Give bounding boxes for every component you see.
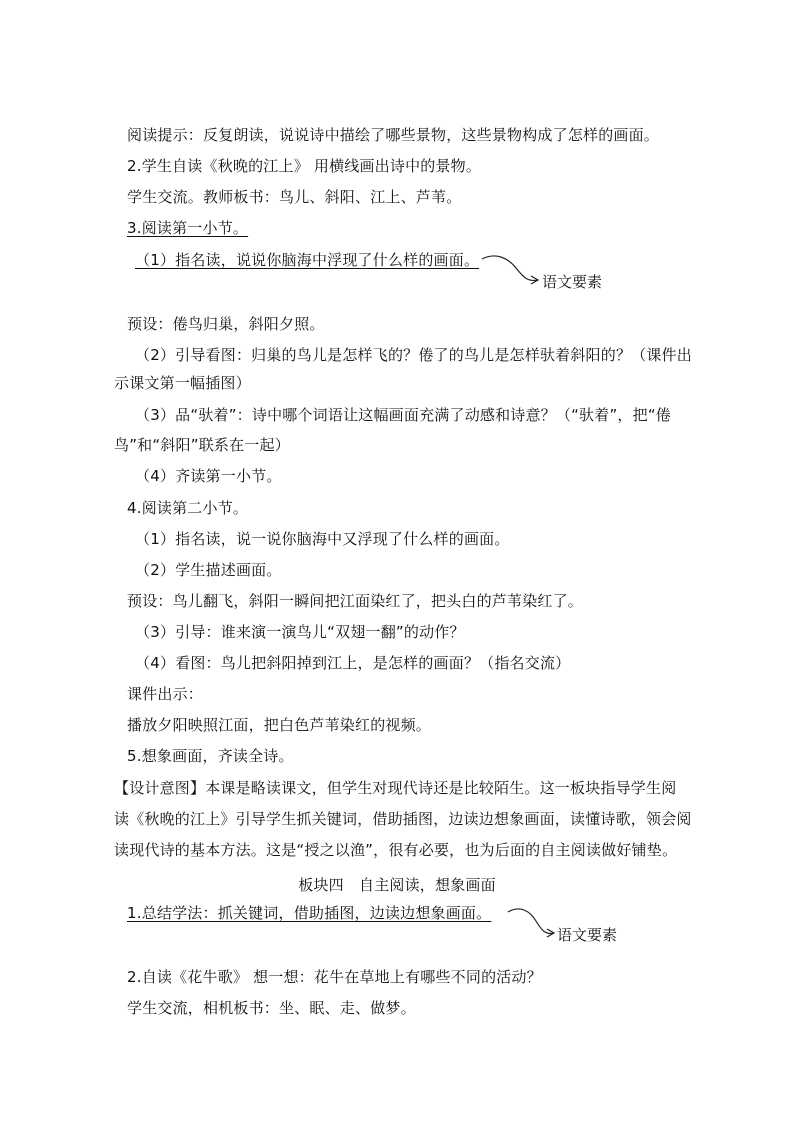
step-3-item-2-cont: 示课文第一幅插图） xyxy=(114,374,251,392)
courseware-video: 播放夕阳映照江面，把白色芦苇染红的视频。 xyxy=(127,716,432,734)
step-2: 2.学生自读《秋晚的江上》 用横线画出诗中的景物。 xyxy=(127,157,482,175)
section4-step-1: 1.总结学法：抓关键词，借助插图，边读边想象画面。 xyxy=(127,904,492,922)
step-3-item-1: （1）指名读，说说你脑海中浮现了什么样的画面。 xyxy=(135,251,480,269)
step-3-item-3-cont: 鸟”和“斜阳”联系在一起） xyxy=(114,436,290,454)
step-3-item-3: （3）品“驮着”：诗中哪个词语让这幅画面充满了动感和诗意？（“驮着”，把“倦 xyxy=(135,406,672,424)
student-exchange-2: 学生交流，相机板书：坐、眠、走、做梦。 xyxy=(127,999,416,1017)
step-3: 3.阅读第一小节。 xyxy=(127,219,249,237)
preset-1: 预设：倦鸟归巢，斜阳夕照。 xyxy=(127,315,325,333)
annotation-arrow-1 xyxy=(480,254,542,288)
courseware-label: 课件出示： xyxy=(127,685,204,703)
step-4-item-1: （1）指名读，说一说你脑海中又浮现了什么样的画面。 xyxy=(135,530,510,548)
section4-step-2: 2.自读《花牛歌》 想一想：花牛在草地上有哪些不同的活动？ xyxy=(127,968,542,986)
step-3-item-2: （2）引导看图：归巢的鸟儿是怎样飞的？倦了的鸟儿是怎样驮着斜阳的？（课件出 xyxy=(135,346,692,364)
design-intent-2: 读《秋晚的江上》引导学生抓关键词，借助插图，边读边想象画面，读懂诗歌，领会阅 xyxy=(114,810,692,828)
design-intent-1: 【设计意图】本课是略读课文，但学生对现代诗还是比较陌生。这一板块指导学生阅 xyxy=(114,779,677,797)
step-4: 4.阅读第二小节。 xyxy=(127,499,249,517)
annotation-label-1: 语文要素 xyxy=(542,273,603,291)
reading-tip: 阅读提示：反复朗读，说说诗中描绘了哪些景物，这些景物构成了怎样的画面。 xyxy=(127,126,660,144)
step-4-item-3: （3）引导：谁来演一演鸟儿“双翅一翻”的动作？ xyxy=(135,623,465,641)
step-4-item-2: （2）学生描述画面。 xyxy=(135,561,282,579)
step-3-item-4: （4）齐读第一小节。 xyxy=(135,467,282,485)
step-4-item-4: （4）看图：鸟儿把斜阳掉到江上，是怎样的画面？（指名交流） xyxy=(135,654,571,672)
section-heading: 板块四 自主阅读，想象画面 xyxy=(298,876,496,894)
design-intent-3: 读现代诗的基本方法。这是“授之以渔”，很有必要，也为后面的自主阅读做好铺垫。 xyxy=(114,841,678,859)
preset-2: 预设：鸟儿翻飞，斜阳一瞬间把江面染红了，把头白的芦苇染红了。 xyxy=(127,592,584,610)
student-exchange-1: 学生交流。教师板书：鸟儿、斜阳、江上、芦苇。 xyxy=(127,188,462,206)
step-5: 5.想象画面，齐读全诗。 xyxy=(127,747,294,765)
annotation-arrow-2 xyxy=(506,907,558,941)
annotation-label-2: 语文要素 xyxy=(557,926,618,944)
